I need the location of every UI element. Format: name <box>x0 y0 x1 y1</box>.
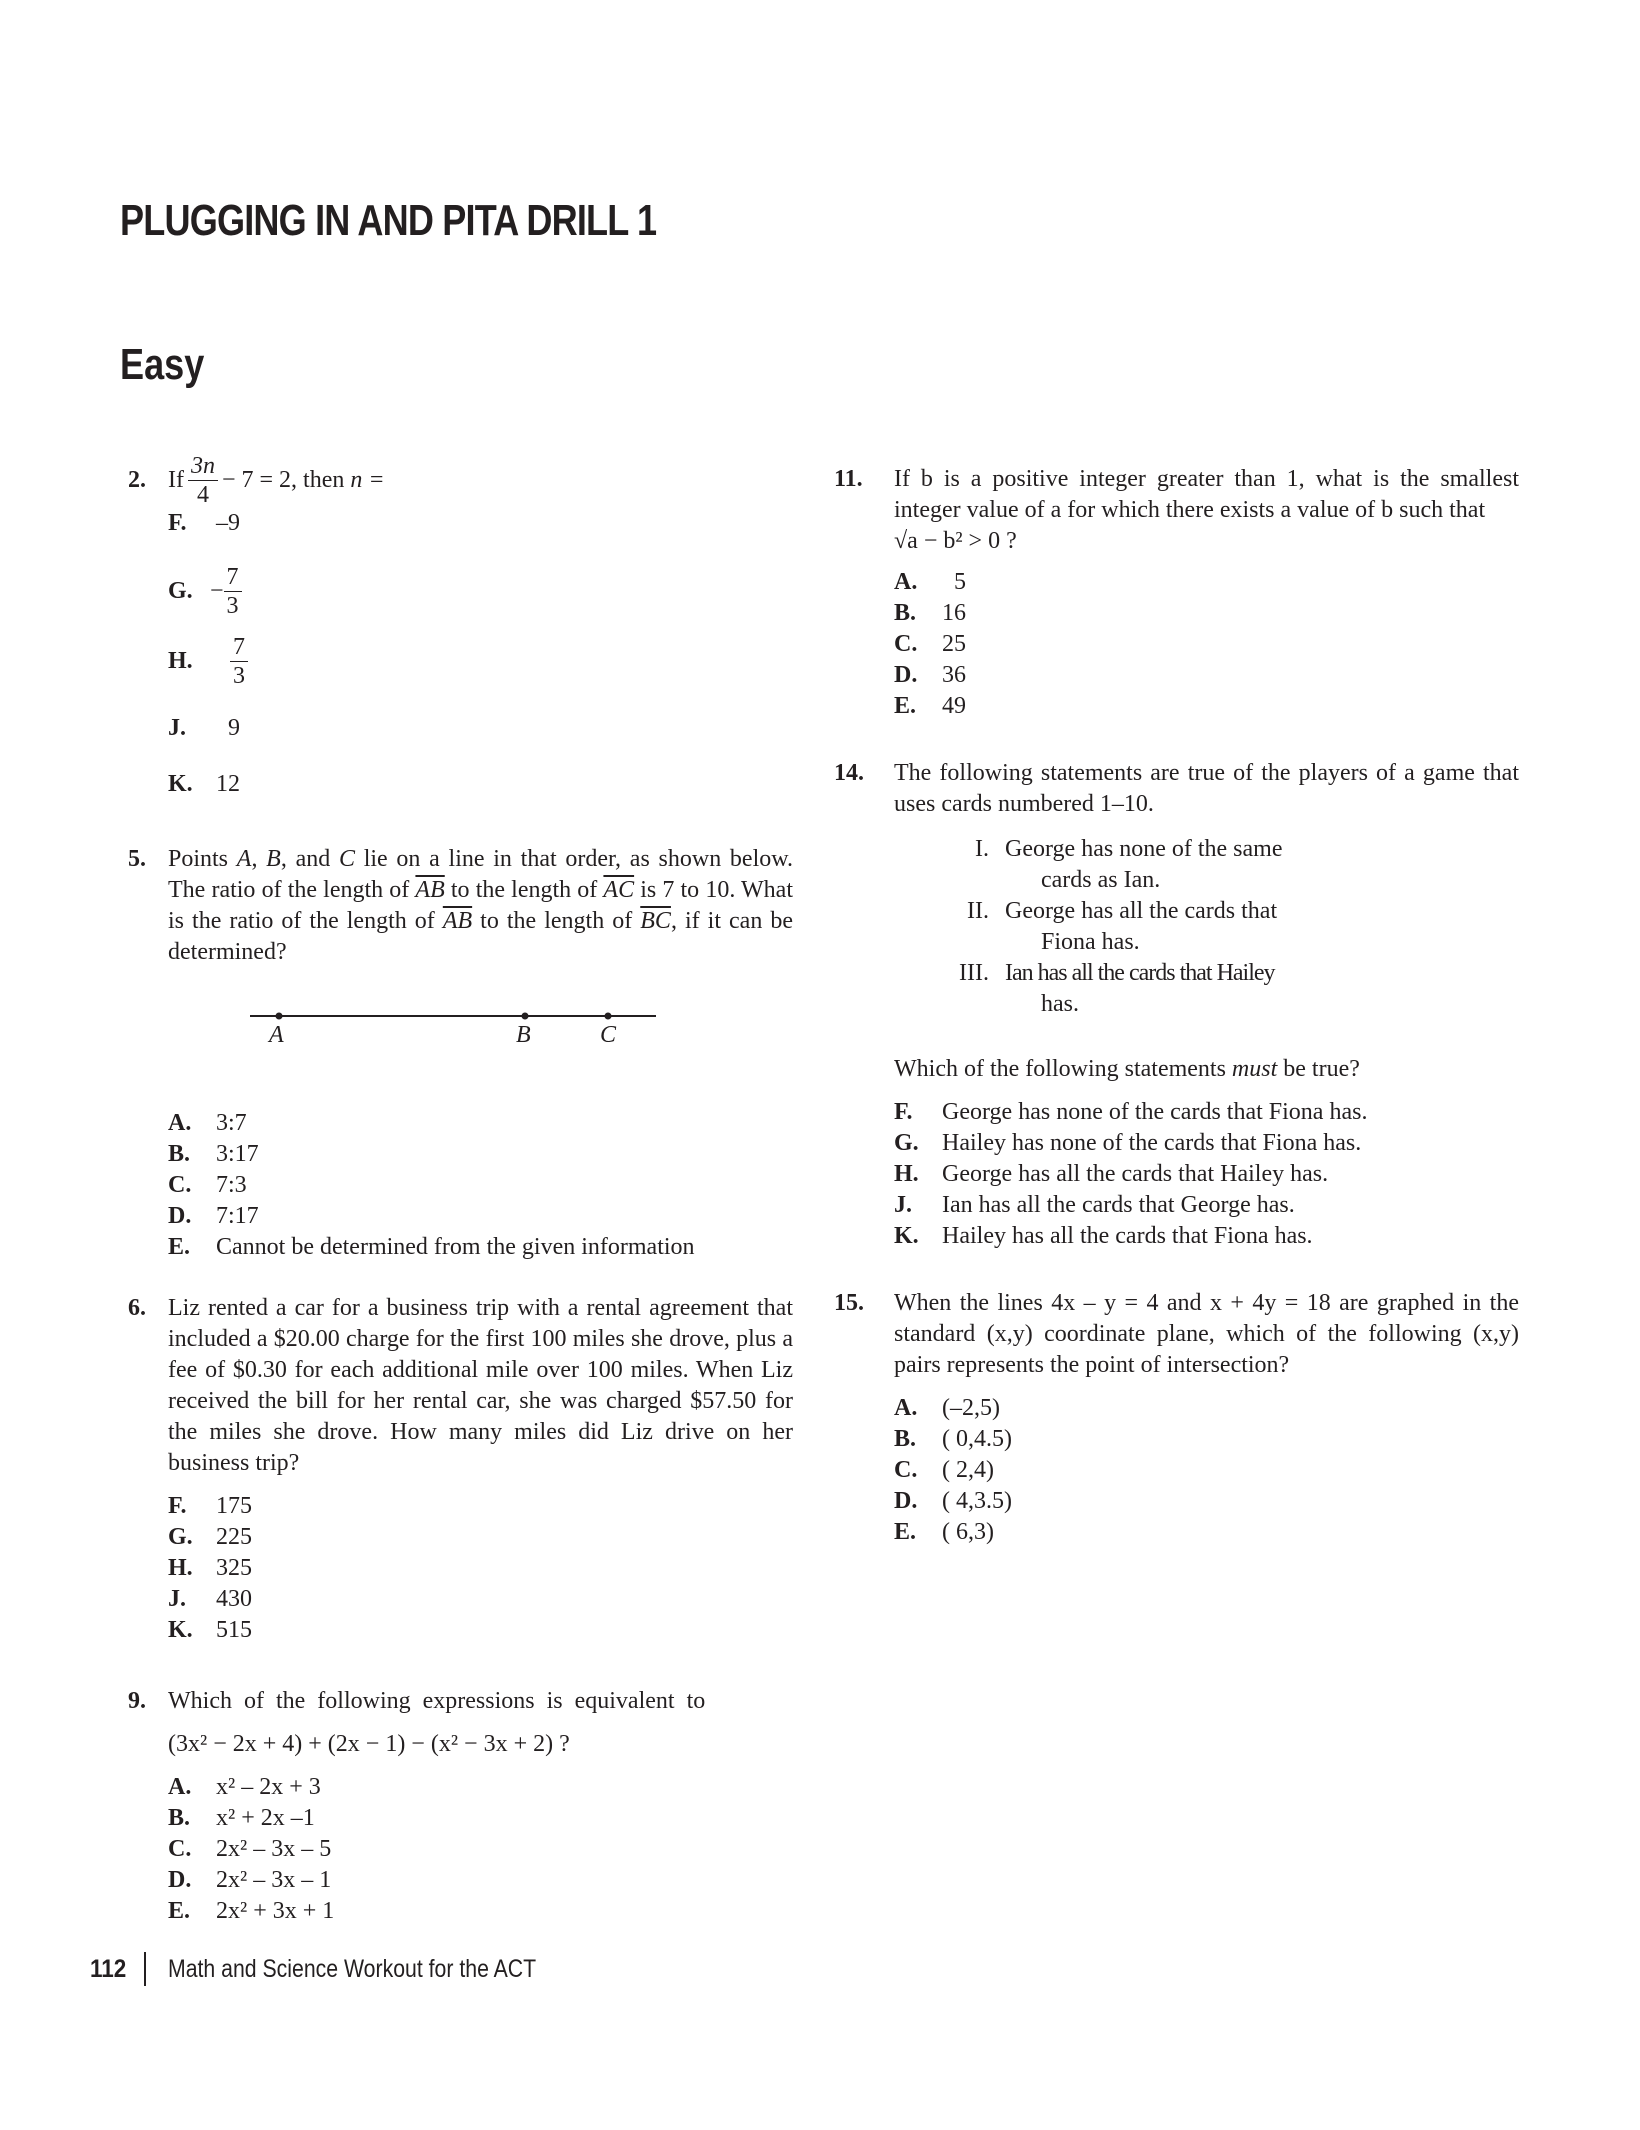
statement-number: I. <box>975 836 989 862</box>
question-11 <box>834 464 1519 722</box>
choice-label: C. <box>894 1457 918 1483</box>
choice-e[interactable] <box>168 1896 793 1927</box>
choice-j[interactable] <box>168 696 793 760</box>
choice-a[interactable] <box>168 1772 793 1803</box>
choice-g[interactable] <box>168 556 793 626</box>
question-number: 15. <box>834 1290 864 1316</box>
choice-value: Hailey has none of the cards that Fiona has. <box>942 1130 1362 1156</box>
choice-value: George has all the cards that Hailey has. <box>942 1161 1329 1187</box>
choice-value: 325 <box>216 1555 252 1581</box>
choice-label: F. <box>168 510 187 536</box>
text: , if it can be determined? <box>168 908 794 965</box>
text: to the length of <box>444 877 604 903</box>
choice-value: 12 <box>216 770 240 797</box>
choice-label: K. <box>168 1617 193 1643</box>
choice-value: ( 6,3) <box>942 1519 994 1545</box>
choices <box>168 1772 793 1927</box>
choice-label: J. <box>168 714 186 741</box>
question-14 <box>834 758 1519 1252</box>
question-number: 14. <box>834 760 864 786</box>
choice-value: 3:17 <box>216 1141 259 1167</box>
choice-d[interactable] <box>894 1486 1519 1517</box>
choice-label: A. <box>894 1395 918 1421</box>
question-number: 2. <box>128 467 146 493</box>
left-column <box>128 452 793 1927</box>
choice-value: 9 <box>228 714 240 741</box>
question-stem: Which of the following expressions is equivalent to <box>168 1688 706 1714</box>
choice-value: George has none of the cards that Fiona has. <box>942 1099 1368 1125</box>
choice-label: E. <box>168 1898 191 1924</box>
choices <box>168 1491 793 1646</box>
choice-f[interactable] <box>894 1097 1519 1128</box>
choice-label: C. <box>894 631 918 657</box>
statement-3 <box>894 958 1519 1020</box>
segment-label: $\overline{AB}$ <box>415 877 445 903</box>
point-b-label: B <box>516 1022 531 1048</box>
choice-h[interactable] <box>168 626 793 696</box>
choice-c[interactable] <box>894 1455 1519 1486</box>
question-stem: When the lines 4x – y = 4 and x + 4y = 18 are graphed in the standard (x,y) coordinate plane, which of the following (x,y) pairs represents the point of intersection? <box>894 1290 1519 1378</box>
choice-label: B. <box>894 600 917 626</box>
choices <box>894 1097 1519 1252</box>
choice-value: 7:17 <box>216 1203 259 1229</box>
minus-sign: − <box>210 577 224 604</box>
choice-a[interactable] <box>894 567 1519 598</box>
question-5 <box>128 844 793 1263</box>
choice-value: 3:7 <box>216 1110 247 1136</box>
question-stem <box>168 452 793 508</box>
math-expression: (3x² − 2x + 4) + (2x − 1) − (x² − 3x + 2) ? <box>168 1731 570 1757</box>
choice-j[interactable] <box>894 1190 1519 1221</box>
statement-text-cont: has. <box>1041 991 1079 1017</box>
page-title: PLUGGING IN AND PITA DRILL 1 <box>120 196 657 245</box>
fraction <box>224 563 242 620</box>
footer-divider <box>144 1952 146 1986</box>
choice-label: D. <box>894 1488 918 1514</box>
choice-f[interactable] <box>168 508 793 556</box>
choice-label: H. <box>894 1161 919 1187</box>
fraction-numerator: 7 <box>224 563 242 592</box>
choice-value: ( 4,3.5) <box>942 1488 1012 1514</box>
choice-value: 49 <box>942 693 966 719</box>
choice-value: 175 <box>216 1493 252 1519</box>
text: to the length of <box>472 908 641 934</box>
choice-b[interactable] <box>168 1139 793 1170</box>
text: , and <box>280 846 339 872</box>
right-column <box>834 464 1519 1548</box>
question-number: 11. <box>834 466 863 492</box>
prompt-text: be true? <box>1277 1056 1360 1082</box>
choice-label: D. <box>168 1203 192 1229</box>
point-c-label: C <box>600 1022 617 1048</box>
choice-k[interactable] <box>168 1615 793 1646</box>
question-stem <box>168 844 793 968</box>
choice-h[interactable] <box>894 1159 1519 1190</box>
choice-label: G. <box>894 1130 919 1156</box>
choice-d[interactable] <box>168 1865 793 1896</box>
choice-value: Hailey has all the cards that Fiona has. <box>942 1223 1313 1249</box>
choice-label: E. <box>894 693 917 719</box>
equation-rest: − 7 = 2, then <box>221 466 345 493</box>
choice-d[interactable] <box>894 660 1519 691</box>
choice-label: C. <box>168 1836 192 1862</box>
choice-value: 2x² + 3x + 1 <box>216 1898 335 1924</box>
choice-f[interactable] <box>168 1491 793 1522</box>
choice-value: 25 <box>942 631 966 657</box>
choice-b[interactable] <box>894 1424 1519 1455</box>
question-number: 5. <box>128 846 146 872</box>
choice-e[interactable] <box>168 1232 793 1263</box>
prompt-text: Which of the following statements <box>894 1056 1232 1082</box>
choice-label: G. <box>168 577 193 604</box>
choices <box>894 567 1519 722</box>
question-stem: The following statements are true of the players of a game that uses cards numbered 1–10. <box>894 760 1519 817</box>
choice-value: 2x² – 3x – 5 <box>216 1836 332 1862</box>
choice-value: 225 <box>216 1524 252 1550</box>
choice-value: –9 <box>216 510 240 536</box>
statement-number: II. <box>967 898 989 924</box>
fraction <box>230 633 248 690</box>
choice-c[interactable] <box>894 629 1519 660</box>
choice-label: J. <box>894 1192 912 1218</box>
fraction <box>188 452 218 509</box>
segment-label: $\overline{AC}$ <box>603 877 635 903</box>
statement-text: George has none of the same <box>1005 836 1283 862</box>
choice-g[interactable] <box>168 1522 793 1553</box>
choice-label: A. <box>894 569 918 595</box>
choice-value: x² + 2x –1 <box>216 1805 315 1831</box>
choice-c[interactable] <box>168 1170 793 1201</box>
choice-value: ( 0,4.5) <box>942 1426 1012 1452</box>
choice-label: H. <box>168 1555 193 1581</box>
fraction-numerator: 3n <box>188 452 218 481</box>
statement-2 <box>894 896 1519 958</box>
choice-h[interactable] <box>168 1553 793 1584</box>
choice-k[interactable] <box>168 760 793 808</box>
choice-value: (–2,5) <box>942 1395 1000 1421</box>
choice-label: C. <box>168 1172 192 1198</box>
choice-value: x² – 2x + 3 <box>216 1774 321 1800</box>
choice-a[interactable] <box>894 1393 1519 1424</box>
choice-label: K. <box>168 770 193 797</box>
statement-text: Ian has all the cards that Hailey <box>1005 960 1275 986</box>
fraction-denominator: 4 <box>196 481 209 508</box>
choice-b[interactable] <box>168 1803 793 1834</box>
statement-text-cont: cards as Ian. <box>1041 867 1161 893</box>
choice-label: B. <box>894 1426 917 1452</box>
choice-j[interactable] <box>168 1584 793 1615</box>
question-prompt <box>894 1054 1519 1085</box>
choice-k[interactable] <box>894 1221 1519 1252</box>
question-number: 6. <box>128 1295 146 1321</box>
choice-label: K. <box>894 1223 919 1249</box>
choices <box>168 1108 793 1263</box>
stem-prefix: If <box>168 466 184 493</box>
choice-d[interactable] <box>168 1201 793 1232</box>
choice-label: E. <box>168 1234 191 1260</box>
choice-value: ( 2,4) <box>942 1457 994 1483</box>
question-15 <box>834 1288 1519 1548</box>
statement-number: III. <box>959 960 989 986</box>
unknown: n = <box>350 466 385 493</box>
question-stem: If b is a positive integer greater than 1, what is the smallest integer value of a for which there exists a value of b such that <box>894 466 1519 523</box>
choice-value: 16 <box>942 600 966 626</box>
choice-label: D. <box>894 662 918 688</box>
choice-label: H. <box>168 647 193 674</box>
text: Points <box>168 846 237 872</box>
choice-value: 7:3 <box>216 1172 247 1198</box>
choice-g[interactable] <box>894 1128 1519 1159</box>
choice-label: G. <box>168 1524 193 1550</box>
section-heading: Easy <box>120 340 205 389</box>
choice-label: B. <box>168 1805 191 1831</box>
book-title: Math and Science Workout for the ACT <box>168 1954 537 1983</box>
point-label: B <box>266 846 281 872</box>
line-diagram <box>168 1006 793 1116</box>
choice-label: B. <box>168 1141 191 1167</box>
statement-text: George has all the cards that <box>1005 898 1278 924</box>
point-a-label: A <box>269 1022 284 1048</box>
choices <box>894 1393 1519 1548</box>
choices <box>168 508 793 808</box>
choice-value: 2x² – 3x – 1 <box>216 1867 332 1893</box>
choice-value: Ian has all the cards that George has. <box>942 1192 1295 1218</box>
prompt-emphasis: must <box>1231 1056 1278 1082</box>
page-footer <box>90 1952 601 1986</box>
choice-value: 430 <box>216 1586 252 1612</box>
choice-value: 515 <box>216 1617 252 1643</box>
question-stem: Liz rented a car for a business trip with a rental agreement that included a $20.00 charge for the first 100 miles she drove, plus a fee of $0.30 for each additional mile over 100 miles. When Liz received the bill for her rental car, she was charged $57.50 for the miles she drove. How many miles did Liz drive on her business trip? <box>168 1295 793 1476</box>
point-label: A <box>236 846 252 872</box>
choice-b[interactable] <box>894 598 1519 629</box>
segment-label: $\overline{AB}$ <box>442 908 473 934</box>
choice-label: F. <box>894 1099 913 1125</box>
text: lie on a line in that order, as shown below. The ratio of the length of <box>168 846 794 903</box>
choice-label: J. <box>168 1586 186 1612</box>
choice-e[interactable] <box>894 1517 1519 1548</box>
fraction-denominator: 3 <box>233 662 245 689</box>
point-label: C <box>338 846 355 872</box>
statement-text-cont: Fiona has. <box>1041 929 1140 955</box>
fraction-numerator: 7 <box>230 633 248 662</box>
choice-value: Cannot be determined from the given information <box>216 1234 695 1260</box>
choice-label: E. <box>894 1519 917 1545</box>
text: , <box>251 846 267 872</box>
question-9 <box>128 1686 793 1927</box>
page-number: 112 <box>90 1954 127 1983</box>
segment-label: $\overline{BC}$ <box>640 908 671 934</box>
math-expression: √a − b² > 0 ? <box>894 528 1017 554</box>
choice-c[interactable] <box>168 1834 793 1865</box>
choice-label: F. <box>168 1493 187 1519</box>
choice-value: 36 <box>942 662 966 688</box>
choice-label: D. <box>168 1867 192 1893</box>
choice-label: A. <box>168 1110 192 1136</box>
statement-1 <box>894 834 1519 896</box>
choice-e[interactable] <box>894 691 1519 722</box>
line-segment-icon <box>248 1006 768 1106</box>
text: is 7 to 10. What is the ratio of the length of <box>168 877 794 934</box>
fraction-denominator: 3 <box>226 592 239 619</box>
choice-label: A. <box>168 1774 192 1800</box>
question-2 <box>128 452 793 808</box>
statement-list <box>894 834 1519 1020</box>
question-number: 9. <box>128 1688 146 1714</box>
question-6 <box>128 1293 793 1646</box>
choice-value: 5 <box>954 569 966 595</box>
